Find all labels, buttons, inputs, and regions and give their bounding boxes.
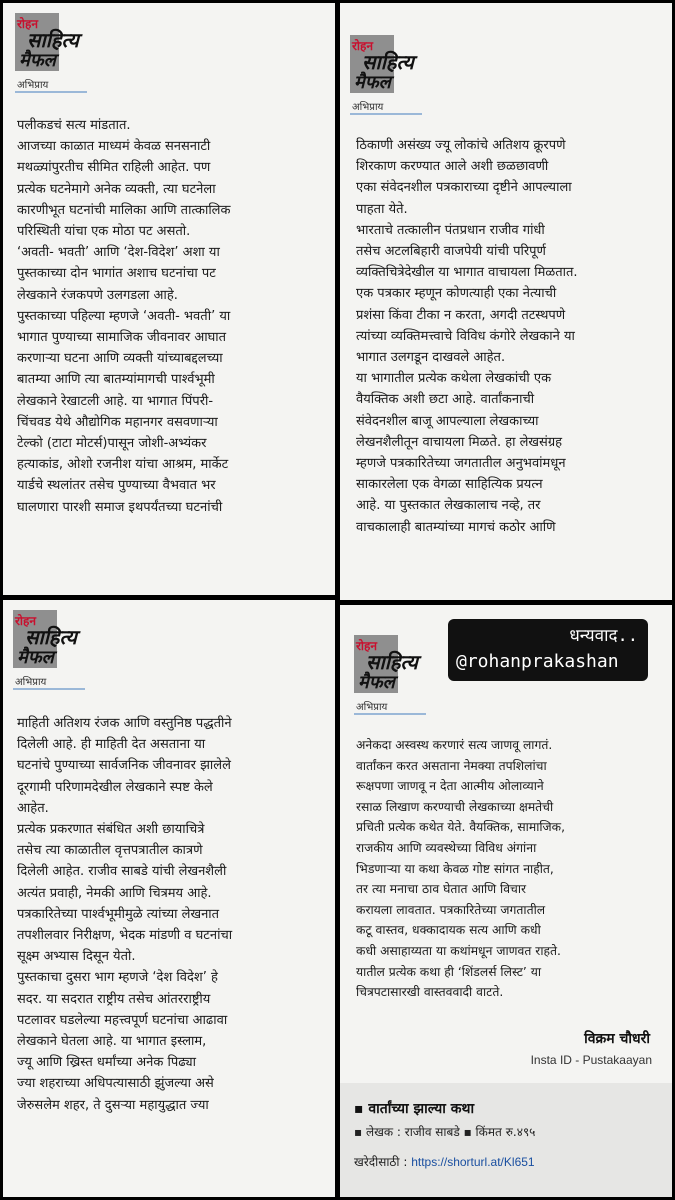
logo-line-2: साहित्य (362, 50, 414, 74)
review-panel-2 (340, 3, 672, 600)
logo-line-3: मैफल (354, 72, 391, 93)
logo-line-3: मैफल (358, 672, 395, 693)
book-info-box (340, 1083, 672, 1197)
review-text-2: ठिकाणी असंख्य ज्यू लोकांचे अतिशय क्रूरपणे शिरकाण करण्यात आले अशी छळछावणी एका संवेदनशील पत्रकाराच्या दृष्टीने आपल्याला पाहता येते. भारताचे तत्कालीन पंतप्रधान राजीव गांधी तसेच अटलबिहारी वाजपेयी यांची परिपूर्ण व्यक्तिचित्रेदेखील या भागात वाचायला मिळतात. एक पत्रकार म्हणून कोणत्याही एका नेत्याची प्रशंसा किंवा टीका न करता, अगदी तटस्थपणे त्यांच्या व्यक्तिमत्त्वाचे विविध कंगोरे लेखकाने या भागात उलगडून दाखवले आहेत. या भागातील प्रत्येक कथेला लेखकांची एक वैयक्तिक अशी छटा आहे. वार्तांकनाची संवेदनशील बाजू आपल्याला लेखकाच्या लेखनशैलीतून वाचायला मिळते. हा लेखसंग्रह म्हणजे पत्रकारितेच्या जगतातील अनुभवांमधून साकारलेला एक वेगळा साहित्यिक प्रयत्न आहे. या पुस्तकात लेखकालाच नव्हे, तर वाचकालाही बातम्यांच्या मागचं कठोर आणि (356, 138, 578, 535)
logo-underline (354, 713, 426, 715)
review-panel-1 (3, 3, 335, 595)
logo-line-1: रोहन (15, 614, 37, 628)
purchase-label: खरेदीसाठी : (354, 1155, 412, 1169)
logo-line-1: रोहन (356, 639, 378, 653)
reviewer-insta-id: Insta ID - Pustakaayan (530, 1053, 652, 1067)
logo-underline (350, 113, 422, 115)
logo-line-2: साहित्य (366, 650, 418, 674)
review-panel-3 (3, 600, 335, 1197)
logo-line-3: मैफल (19, 50, 56, 71)
logo-underline (15, 91, 87, 93)
logo-line-1: रोहन (352, 39, 374, 53)
logo-line-1: रोहन (17, 17, 39, 31)
book-purchase-line (354, 1153, 535, 1170)
reviewer-name: विक्रम चौधरी (584, 1031, 650, 1047)
book-author-price: ▪ लेखक : राजीव साबडे ▪ किंमत रु.४९५ (354, 1125, 536, 1139)
review-text-4: अनेकदा अस्वस्थ करणारं सत्य जाणवू लागतं. वार्तांकन करत असताना नेमक्या तपशिलांचा रूक्षपणा जाणवू न देता आत्मीय ओलाव्याने रसाळ लिखाण करण्याची लेखकाच्या क्षमतेची प्रचिती प्रत्येक कथेत येते. वैयक्तिक, सामाजिक, राजकीय आणि व्यवस्थेच्या विविध अंगांना भिडणाऱ्या या कथा केवळ गोष्ट सांगत नाहीत, तर त्या मनाचा ठाव घेतात आणि विचार करायला लावतात. पत्रकारितेच्या जगतातील कटू वास्तव, धक्कादायक सत्य आणि कधी कधी असाहाय्यता या कथांमधून जाणवत राहते. यातील प्रत्येक कथा ही ‘शिंडलर्स लिस्ट’ या चित्रपटासारखी वास्तववादी वाटते. (356, 738, 566, 1000)
thanks-text: धन्यवाद.. (569, 626, 638, 646)
logo-subtitle: अभिप्राय (17, 80, 49, 91)
purchase-link[interactable]: https://shorturl.at/Kl651 (411, 1155, 535, 1169)
logo-underline (13, 688, 85, 690)
logo-line-2: साहित्य (25, 625, 77, 649)
rohan-sahitya-maifal-logo (354, 635, 418, 713)
rohan-sahitya-maifal-logo (350, 35, 414, 113)
book-title: ▪ वार्तांच्या झाल्या कथा (354, 1101, 475, 1117)
instagram-handle: @rohanprakashan (456, 651, 619, 672)
review-text-1: पलीकडचं सत्य मांडतात. आजच्या काळात माध्यमं केवळ सनसनाटी मथळ्यांपुरतीच सीमित राहिली आहेत. पण प्रत्येक घटनेमागे अनेक व्यक्ती, त्या घटनेला कारणीभूत घटनांची मालिका आणि तात्कालिक परिस्थिती यांचा एक मोठा पट असतो. ‘अवती- भवती’ आणि ‘देश-विदेश’ अशा या पुस्तकाच्या दोन भागांत अशाच घटनांचा पट लेखकाने रंजकपणे उलगडला आहे. पुस्तकाच्या पहिल्या म्हणजे ‘अवती- भवती’ या भागात पुण्याच्या सामाजिक जीवनावर आघात करणाऱ्या घटना आणि व्यक्ती यांच्याबद्दलच्या बातम्या आणि त्या बातम्यांमागची पार्श्वभूमी लेखकाने रेखाटली आहे. या भागात पिंपरी- चिंचवड येथे औद्योगिक महानगर वसवणाऱ्या टेल्को (टाटा मोटर्स)पासून जोशी-अभ्यंकर हत्याकांड, ओशो रजनीश यांचा आश्रम, मार्केट यार्डचे स्थलांतर तसेच पुण्याच्या वैभवात भर घालणारा पारशी समाज इथपर्यंतच्या घटनांची (17, 118, 231, 515)
review-panel-4 (340, 605, 672, 1197)
thanks-sticker (448, 619, 648, 681)
logo-subtitle: अभिप्राय (356, 702, 388, 713)
rohan-sahitya-maifal-logo (15, 13, 79, 91)
rohan-sahitya-maifal-logo (13, 610, 77, 688)
logo-subtitle: अभिप्राय (15, 677, 47, 688)
review-text-3: माहिती अतिशय रंजक आणि वस्तुनिष्ठ पद्धतीने दिलेली आहे. ही माहिती देत असताना या घटनांचे पुण्याच्या सार्वजनिक जीवनावर झालेले दूरगामी परिणामदेखील लेखकाने स्पष्ट केले आहेत. प्रत्येक प्रकरणात संबंधित अशी छायाचित्रे तसेच त्या काळातील वृत्तपत्रातील कात्रणे दिलेली आहेत. राजीव साबडे यांची लेखनशैली अत्यंत प्रवाही, नेमकी आणि चित्रमय आहे. पत्रकारितेच्या पार्श्वभूमीमुळे त्यांच्या लेखनात तपशीलवार निरीक्षण, भेदक मांडणी व घटनांचा सूक्ष्म अभ्यास दिसून येतो. पुस्तकाचा दुसरा भाग म्हणजे ‘देश विदेश’ हे सदर. या सदरात राष्ट्रीय तसेच आंतरराष्ट्रीय पटलावर घडलेल्या महत्त्वपूर्ण घटनांचा आढावा लेखकाने घेतला आहे. या भागात इस्लाम, ज्यू आणि ख्रिस्त धर्मांच्या अनेक पिढ्या ज्या शहराच्या अधिपत्यासाठी झुंजल्या असे जेरुसलेम शहर, ते दुसऱ्या महायुद्धात ज्या (17, 716, 233, 1113)
logo-subtitle: अभिप्राय (352, 102, 384, 113)
logo-line-3: मैफल (17, 647, 54, 668)
logo-line-2: साहित्य (27, 28, 79, 52)
